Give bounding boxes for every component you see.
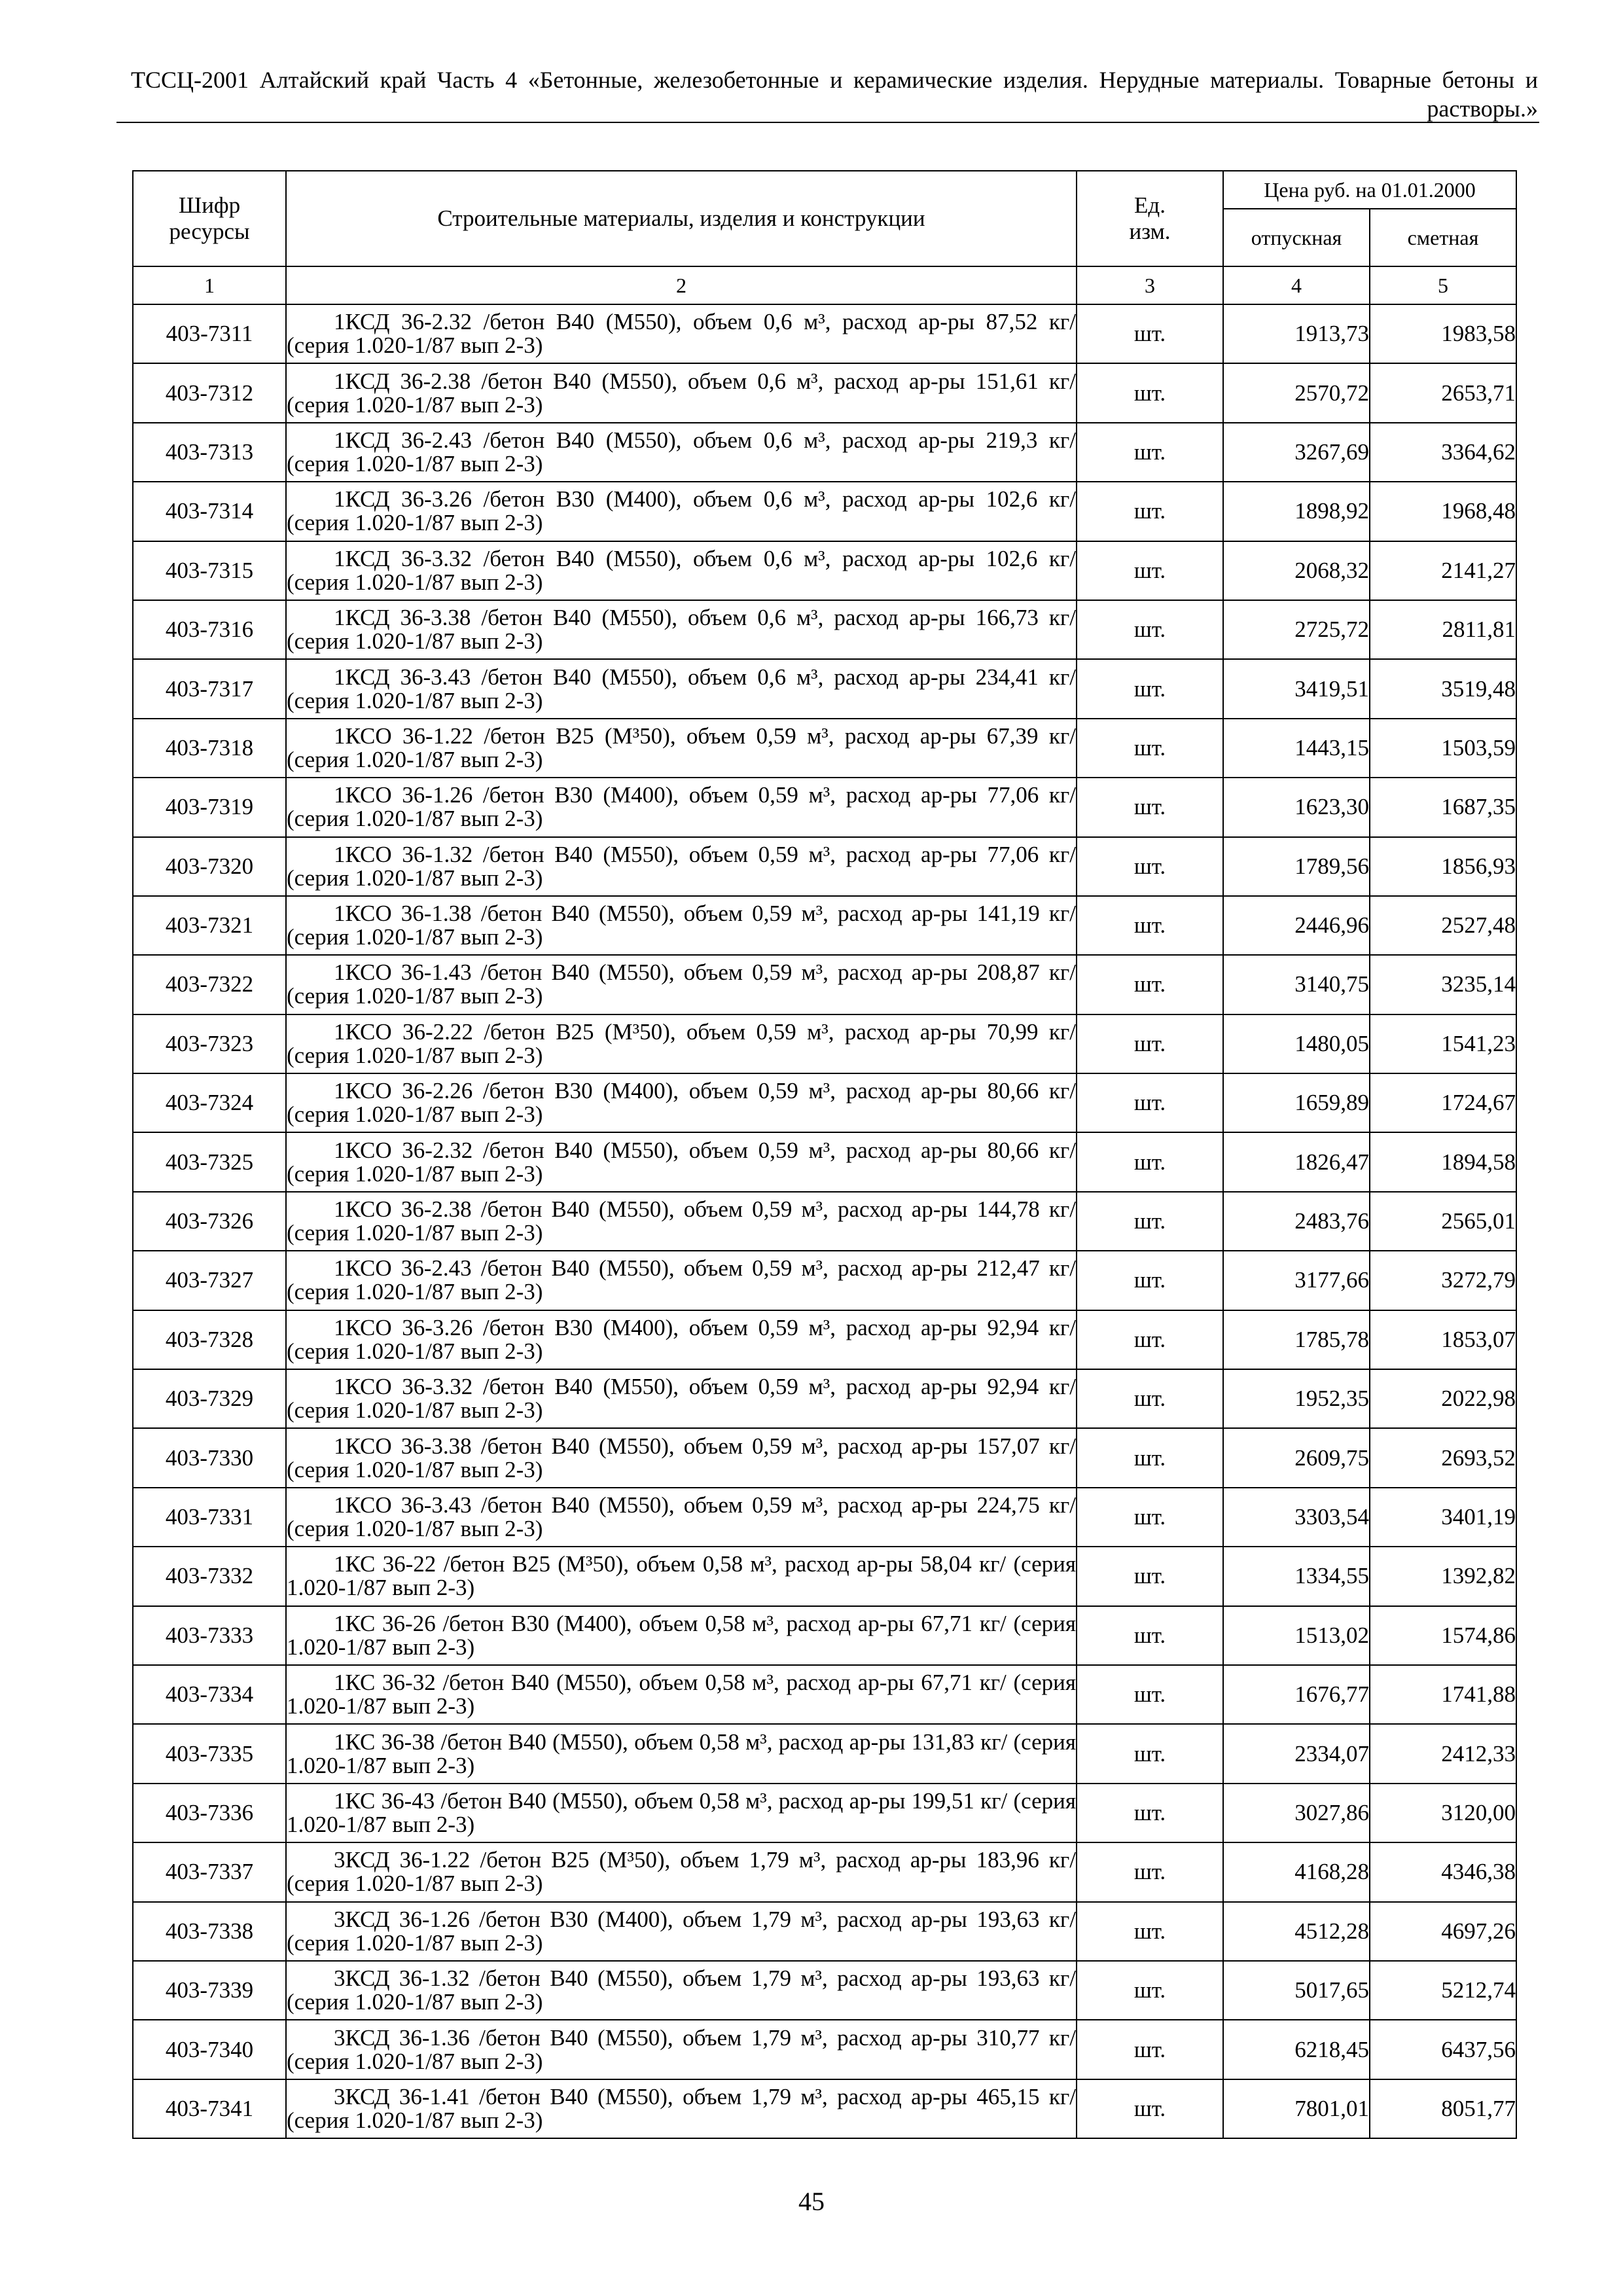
table-row — [133, 541, 1516, 600]
release-price-cell: 2570,72 — [1223, 363, 1370, 422]
description-text: 1КС 36-26 /бетон В30 (М400), объем 0,58 м³, расход ар-ры 67,71 кг/ (серия 1.020-1/87 вып 2-3) — [287, 1610, 1076, 1660]
table-row — [133, 600, 1516, 659]
release-price-cell: 2725,72 — [1223, 600, 1370, 659]
estimate-price-cell: 3120,00 — [1370, 1784, 1516, 1842]
unit-cell: шт. — [1077, 1014, 1223, 1073]
release-price-cell: 3140,75 — [1223, 955, 1370, 1014]
estimate-price-cell: 3364,62 — [1370, 423, 1516, 482]
description-cell — [286, 1842, 1077, 1901]
resource-code-cell: 403-7339 — [133, 1961, 286, 2020]
release-price-cell: 4512,28 — [1223, 1902, 1370, 1961]
release-price-cell: 3419,51 — [1223, 659, 1370, 718]
unit-cell: шт. — [1077, 600, 1223, 659]
unit-cell: шт. — [1077, 1961, 1223, 2020]
resource-code-cell: 403-7333 — [133, 1606, 286, 1665]
resource-code-cell: 403-7321 — [133, 896, 286, 955]
release-price-cell: 1676,77 — [1223, 1665, 1370, 1724]
description-cell — [286, 1251, 1077, 1310]
release-price-cell: 2446,96 — [1223, 896, 1370, 955]
resource-code-cell: 403-7328 — [133, 1310, 286, 1369]
resource-code-cell: 403-7335 — [133, 1724, 286, 1783]
header-code — [133, 171, 286, 266]
table-row — [133, 1073, 1516, 1132]
description-text: 3КСД 36-1.26 /бетон В30 (М400), объем 1,79 м³, расход ар-ры 193,63 кг/ (серия 1.020-1/87 вып 2-3) — [287, 1906, 1076, 1956]
header-name: Строительные материалы, изделия и конструкции — [286, 171, 1077, 266]
unit-cell: шт. — [1077, 1606, 1223, 1665]
column-number: 3 — [1077, 266, 1223, 304]
table-row — [133, 896, 1516, 955]
description-text: 1КСО 36-3.26 /бетон В30 (М400), объем 0,59 м³, расход ар-ры 92,94 кг/ (серия 1.020-1/87 вып 2-3) — [287, 1314, 1076, 1364]
description-text: 1КСО 36-2.32 /бетон В40 (М550), объем 0,59 м³, расход ар-ры 80,66 кг/ (серия 1.020-1/87 вып 2-3) — [287, 1137, 1076, 1187]
resource-code-cell: 403-7318 — [133, 719, 286, 778]
description-text: 1КСО 36-2.38 /бетон В40 (М550), объем 0,59 м³, расход ар-ры 144,78 кг/ (серия 1.020-1/87 вып 2-3) — [287, 1196, 1076, 1246]
table-row — [133, 304, 1516, 363]
estimate-price-cell: 2412,33 — [1370, 1724, 1516, 1783]
resource-code-cell: 403-7334 — [133, 1665, 286, 1724]
resource-code-cell: 403-7320 — [133, 837, 286, 896]
estimate-price-cell: 5212,74 — [1370, 1961, 1516, 2020]
estimate-price-cell: 1983,58 — [1370, 304, 1516, 363]
resource-code-cell: 403-7327 — [133, 1251, 286, 1310]
table-row — [133, 2020, 1516, 2079]
release-price-cell: 1659,89 — [1223, 1073, 1370, 1132]
description-text: 1КСО 36-1.22 /бетон В25 (М³50), объем 0,59 м³, расход ар-ры 67,39 кг/ (серия 1.020-1/87 вып 2-3) — [287, 723, 1076, 772]
release-price-cell: 1480,05 — [1223, 1014, 1370, 1073]
estimate-price-cell: 1687,35 — [1370, 778, 1516, 836]
release-price-cell: 2609,75 — [1223, 1428, 1370, 1487]
description-cell — [286, 955, 1077, 1014]
resource-code-cell: 403-7317 — [133, 659, 286, 718]
estimate-price-cell: 1392,82 — [1370, 1547, 1516, 1605]
header-unit — [1077, 171, 1223, 266]
resource-code-cell: 403-7319 — [133, 778, 286, 836]
unit-cell: шт. — [1077, 1488, 1223, 1547]
resource-code-cell: 403-7323 — [133, 1014, 286, 1073]
description-text: 1КСО 36-1.26 /бетон В30 (М400), объем 0,59 м³, расход ар-ры 77,06 кг/ (серия 1.020-1/87 вып 2-3) — [287, 782, 1076, 832]
description-text: 1КС 36-38 /бетон В40 (М550), объем 0,58 м³, расход ар-ры 131,83 кг/ (серия 1.020-1/87 вып 2-3) — [287, 1729, 1076, 1778]
description-text: 3КСД 36-1.36 /бетон В40 (М550), объем 1,79 м³, расход ар-ры 310,77 кг/ (серия 1.020-1/87 вып 2-3) — [287, 2024, 1076, 2074]
description-text: 3КСД 36-1.41 /бетон В40 (М550), объем 1,79 м³, расход ар-ры 465,15 кг/ (серия 1.020-1/87 вып 2-3) — [287, 2083, 1076, 2133]
resource-code-cell: 403-7331 — [133, 1488, 286, 1547]
description-cell — [286, 659, 1077, 718]
estimate-price-cell: 1541,23 — [1370, 1014, 1516, 1073]
resource-code-cell: 403-7312 — [133, 363, 286, 422]
description-text: 1КСО 36-3.43 /бетон В40 (М550), объем 0,59 м³, расход ар-ры 224,75 кг/ (серия 1.020-1/87 вып 2-3) — [287, 1492, 1076, 1541]
description-cell — [286, 2020, 1077, 2079]
unit-cell: шт. — [1077, 1132, 1223, 1191]
table-row — [133, 1606, 1516, 1665]
description-cell — [286, 1369, 1077, 1428]
description-text: 1КСО 36-3.32 /бетон В40 (М550), объем 0,59 м³, расход ар-ры 92,94 кг/ (серия 1.020-1/87 вып 2-3) — [287, 1374, 1076, 1424]
unit-cell: шт. — [1077, 1902, 1223, 1961]
description-cell — [286, 1310, 1077, 1369]
table-row — [133, 423, 1516, 482]
column-number: 5 — [1370, 266, 1516, 304]
table-row — [133, 778, 1516, 836]
unit-cell: шт. — [1077, 1192, 1223, 1251]
resource-code-cell: 403-7332 — [133, 1547, 286, 1605]
description-text: 1КС 36-43 /бетон В40 (М550), объем 0,58 м³, расход ар-ры 199,51 кг/ (серия 1.020-1/87 вып 2-3) — [287, 1787, 1076, 1837]
resource-code-cell: 403-7341 — [133, 2079, 286, 2138]
unit-cell: шт. — [1077, 304, 1223, 363]
unit-cell: шт. — [1077, 1428, 1223, 1487]
resource-code-cell: 403-7324 — [133, 1073, 286, 1132]
description-text: 1КСО 36-2.26 /бетон В30 (М400), объем 0,59 м³, расход ар-ры 80,66 кг/ (серия 1.020-1/87 вып 2-3) — [287, 1078, 1076, 1128]
header-price-group: Цена руб. на 01.01.2000 — [1223, 171, 1516, 209]
header-code-label: Шифр ресурсы — [169, 192, 250, 244]
table-row — [133, 1428, 1516, 1487]
table-body — [133, 304, 1516, 2138]
table-row — [133, 1961, 1516, 2020]
description-text: 3КСД 36-1.32 /бетон В40 (М550), объем 1,79 м³, расход ар-ры 193,63 кг/ (серия 1.020-1/87 вып 2-3) — [287, 1965, 1076, 2015]
estimate-price-cell: 2811,81 — [1370, 600, 1516, 659]
description-cell — [286, 304, 1077, 363]
resource-code-cell: 403-7337 — [133, 1842, 286, 1901]
description-cell — [286, 1014, 1077, 1073]
table-row — [133, 1547, 1516, 1605]
resource-code-cell: 403-7330 — [133, 1428, 286, 1487]
resource-code-cell: 403-7315 — [133, 541, 286, 600]
unit-cell: шт. — [1077, 1369, 1223, 1428]
table-row — [133, 1132, 1516, 1191]
unit-cell: шт. — [1077, 1665, 1223, 1724]
estimate-price-cell: 1724,67 — [1370, 1073, 1516, 1132]
release-price-cell: 2334,07 — [1223, 1724, 1370, 1783]
table-row — [133, 1310, 1516, 1369]
release-price-cell: 3177,66 — [1223, 1251, 1370, 1310]
description-cell — [286, 1428, 1077, 1487]
resource-code-cell: 403-7316 — [133, 600, 286, 659]
unit-cell: шт. — [1077, 363, 1223, 422]
page-number: 45 — [798, 2187, 825, 2216]
estimate-price-cell: 1741,88 — [1370, 1665, 1516, 1724]
table-row — [133, 1724, 1516, 1783]
estimate-price-cell: 3401,19 — [1370, 1488, 1516, 1547]
unit-cell: шт. — [1077, 1547, 1223, 1605]
unit-cell: шт. — [1077, 482, 1223, 541]
resource-code-cell: 403-7329 — [133, 1369, 286, 1428]
unit-cell: шт. — [1077, 896, 1223, 955]
table-row — [133, 1192, 1516, 1251]
release-price-cell: 3303,54 — [1223, 1488, 1370, 1547]
resource-code-cell: 403-7313 — [133, 423, 286, 482]
estimate-price-cell: 2527,48 — [1370, 896, 1516, 955]
header-estimate-price: сметная — [1370, 209, 1516, 266]
price-table — [132, 170, 1517, 2139]
release-price-cell: 5017,65 — [1223, 1961, 1370, 2020]
table-row — [133, 659, 1516, 718]
resource-code-cell: 403-7311 — [133, 304, 286, 363]
description-text: 1КСО 36-3.38 /бетон В40 (М550), объем 0,59 м³, расход ар-ры 157,07 кг/ (серия 1.020-1/87 вып 2-3) — [287, 1433, 1076, 1482]
description-text: 3КСД 36-1.22 /бетон В25 (М³50), объем 1,79 м³, расход ар-ры 183,96 кг/ (серия 1.020-1/87 вып 2-3) — [287, 1847, 1076, 1897]
description-text: 1КС 36-32 /бетон В40 (М550), объем 0,58 м³, расход ар-ры 67,71 кг/ (серия 1.020-1/87 вып 2-3) — [287, 1670, 1076, 1719]
table-row — [133, 363, 1516, 422]
release-price-cell: 1913,73 — [1223, 304, 1370, 363]
unit-cell: шт. — [1077, 2079, 1223, 2138]
description-text: 1КСО 36-1.43 /бетон В40 (М550), объем 0,59 м³, расход ар-ры 208,87 кг/ (серия 1.020-1/87 вып 2-3) — [287, 960, 1076, 1009]
table-row — [133, 1665, 1516, 1724]
estimate-price-cell: 3235,14 — [1370, 955, 1516, 1014]
release-price-cell: 2483,76 — [1223, 1192, 1370, 1251]
header-unit-label: Ед. изм. — [1129, 192, 1171, 244]
unit-cell: шт. — [1077, 955, 1223, 1014]
table-row — [133, 1784, 1516, 1842]
release-price-cell: 1785,78 — [1223, 1310, 1370, 1369]
description-cell — [286, 896, 1077, 955]
unit-cell: шт. — [1077, 1310, 1223, 1369]
resource-code-cell: 403-7325 — [133, 1132, 286, 1191]
unit-cell: шт. — [1077, 541, 1223, 600]
column-number: 4 — [1223, 266, 1370, 304]
release-price-cell: 1952,35 — [1223, 1369, 1370, 1428]
estimate-price-cell: 1968,48 — [1370, 482, 1516, 541]
description-text: 1КСД 36-3.32 /бетон В40 (М550), объем 0,6 м³, расход ар-ры 102,6 кг/ (серия 1.020-1/87 вып 2-3) — [287, 545, 1076, 595]
table-row — [133, 1251, 1516, 1310]
description-cell — [286, 1784, 1077, 1842]
unit-cell: шт. — [1077, 1073, 1223, 1132]
description-cell — [286, 778, 1077, 836]
estimate-price-cell: 2022,98 — [1370, 1369, 1516, 1428]
description-text: 1КСД 36-2.38 /бетон В40 (М550), объем 0,6 м³, расход ар-ры 151,61 кг/ (серия 1.020-1/87 вып 2-3) — [287, 368, 1076, 418]
release-price-cell: 1898,92 — [1223, 482, 1370, 541]
table-header — [133, 171, 1516, 304]
description-cell — [286, 363, 1077, 422]
estimate-price-cell: 6437,56 — [1370, 2020, 1516, 2079]
description-cell — [286, 1073, 1077, 1132]
table-row — [133, 837, 1516, 896]
table-row — [133, 1014, 1516, 1073]
description-text: 1КСД 36-3.38 /бетон В40 (М550), объем 0,6 м³, расход ар-ры 166,73 кг/ (серия 1.020-1/87 вып 2-3) — [287, 605, 1076, 655]
description-cell — [286, 1724, 1077, 1783]
unit-cell: шт. — [1077, 1842, 1223, 1901]
estimate-price-cell: 1853,07 — [1370, 1310, 1516, 1369]
table-row — [133, 1902, 1516, 1961]
description-text: 1КСО 36-2.43 /бетон В40 (М550), объем 0,59 м³, расход ар-ры 212,47 кг/ (серия 1.020-1/87 вып 2-3) — [287, 1255, 1076, 1305]
unit-cell: шт. — [1077, 423, 1223, 482]
description-cell — [286, 1665, 1077, 1724]
header-release-price: отпускная — [1223, 209, 1370, 266]
estimate-price-cell: 1574,86 — [1370, 1606, 1516, 1665]
description-text: 1КСД 36-2.32 /бетон В40 (М550), объем 0,6 м³, расход ар-ры 87,52 кг/ (серия 1.020-1/87 вып 2-3) — [287, 309, 1076, 359]
description-text: 1КСО 36-1.38 /бетон В40 (М550), объем 0,59 м³, расход ар-ры 141,19 кг/ (серия 1.020-1/87 вып 2-3) — [287, 901, 1076, 950]
estimate-price-cell: 2693,52 — [1370, 1428, 1516, 1487]
description-text: 1КС 36-22 /бетон В25 (М³50), объем 0,58 м³, расход ар-ры 58,04 кг/ (серия 1.020-1/87 вып 2-3) — [287, 1551, 1076, 1601]
description-text: 1КСД 36-3.26 /бетон В30 (М400), объем 0,6 м³, расход ар-ры 102,6 кг/ (серия 1.020-1/87 вып 2-3) — [287, 486, 1076, 536]
unit-cell: шт. — [1077, 778, 1223, 836]
estimate-price-cell: 8051,77 — [1370, 2079, 1516, 2138]
estimate-price-cell: 1894,58 — [1370, 1132, 1516, 1191]
description-cell — [286, 1902, 1077, 1961]
estimate-price-cell: 4697,26 — [1370, 1902, 1516, 1961]
column-number: 2 — [286, 266, 1077, 304]
release-price-cell: 2068,32 — [1223, 541, 1370, 600]
resource-code-cell: 403-7322 — [133, 955, 286, 1014]
resource-code-cell: 403-7340 — [133, 2020, 286, 2079]
unit-cell: шт. — [1077, 1724, 1223, 1783]
table-row — [133, 1842, 1516, 1901]
estimate-price-cell: 2653,71 — [1370, 363, 1516, 422]
table-row — [133, 482, 1516, 541]
resource-code-cell: 403-7314 — [133, 482, 286, 541]
document-header: ТССЦ-2001 Алтайский край Часть 4 «Бетонные, железобетонные и керамические изделия. Нерудные материалы. Товарные бетоны и растворы.» — [131, 67, 1538, 122]
estimate-price-cell: 2565,01 — [1370, 1192, 1516, 1251]
description-cell — [286, 837, 1077, 896]
description-cell — [286, 600, 1077, 659]
description-cell — [286, 1132, 1077, 1191]
description-cell — [286, 1606, 1077, 1665]
column-number: 1 — [133, 266, 286, 304]
table-row — [133, 955, 1516, 1014]
unit-cell: шт. — [1077, 1784, 1223, 1842]
description-text: 1КСО 36-2.22 /бетон В25 (М³50), объем 0,59 м³, расход ар-ры 70,99 кг/ (серия 1.020-1/87 вып 2-3) — [287, 1018, 1076, 1068]
table-row — [133, 1369, 1516, 1428]
estimate-price-cell: 1856,93 — [1370, 837, 1516, 896]
release-price-cell: 1334,55 — [1223, 1547, 1370, 1605]
unit-cell: шт. — [1077, 1251, 1223, 1310]
unit-cell: шт. — [1077, 719, 1223, 778]
header-divider — [116, 122, 1539, 123]
resource-code-cell: 403-7338 — [133, 1902, 286, 1961]
resource-code-cell: 403-7326 — [133, 1192, 286, 1251]
estimate-price-cell: 4346,38 — [1370, 1842, 1516, 1901]
unit-cell: шт. — [1077, 837, 1223, 896]
description-cell — [286, 423, 1077, 482]
description-cell — [286, 541, 1077, 600]
release-price-cell: 6218,45 — [1223, 2020, 1370, 2079]
description-cell — [286, 1961, 1077, 2020]
table-row — [133, 1488, 1516, 1547]
release-price-cell: 1826,47 — [1223, 1132, 1370, 1191]
unit-cell: шт. — [1077, 659, 1223, 718]
description-cell — [286, 1488, 1077, 1547]
release-price-cell: 7801,01 — [1223, 2079, 1370, 2138]
release-price-cell: 1789,56 — [1223, 837, 1370, 896]
description-text: 1КСД 36-2.43 /бетон В40 (М550), объем 0,6 м³, расход ар-ры 219,3 кг/ (серия 1.020-1/87 вып 2-3) — [287, 427, 1076, 476]
table-row — [133, 719, 1516, 778]
release-price-cell: 3267,69 — [1223, 423, 1370, 482]
description-text: 1КСД 36-3.43 /бетон В40 (М550), объем 0,6 м³, расход ар-ры 234,41 кг/ (серия 1.020-1/87 вып 2-3) — [287, 664, 1076, 713]
description-text: 1КСО 36-1.32 /бетон В40 (М550), объем 0,59 м³, расход ар-ры 77,06 кг/ (серия 1.020-1/87 вып 2-3) — [287, 841, 1076, 891]
release-price-cell: 1443,15 — [1223, 719, 1370, 778]
description-cell — [286, 1192, 1077, 1251]
table-row — [133, 2079, 1516, 2138]
description-cell — [286, 1547, 1077, 1605]
estimate-price-cell: 3519,48 — [1370, 659, 1516, 718]
description-cell — [286, 482, 1077, 541]
unit-cell: шт. — [1077, 2020, 1223, 2079]
release-price-cell: 1513,02 — [1223, 1606, 1370, 1665]
resource-code-cell: 403-7336 — [133, 1784, 286, 1842]
estimate-price-cell: 2141,27 — [1370, 541, 1516, 600]
estimate-price-cell: 3272,79 — [1370, 1251, 1516, 1310]
release-price-cell: 3027,86 — [1223, 1784, 1370, 1842]
release-price-cell: 1623,30 — [1223, 778, 1370, 836]
description-cell — [286, 719, 1077, 778]
description-cell — [286, 2079, 1077, 2138]
estimate-price-cell: 1503,59 — [1370, 719, 1516, 778]
release-price-cell: 4168,28 — [1223, 1842, 1370, 1901]
